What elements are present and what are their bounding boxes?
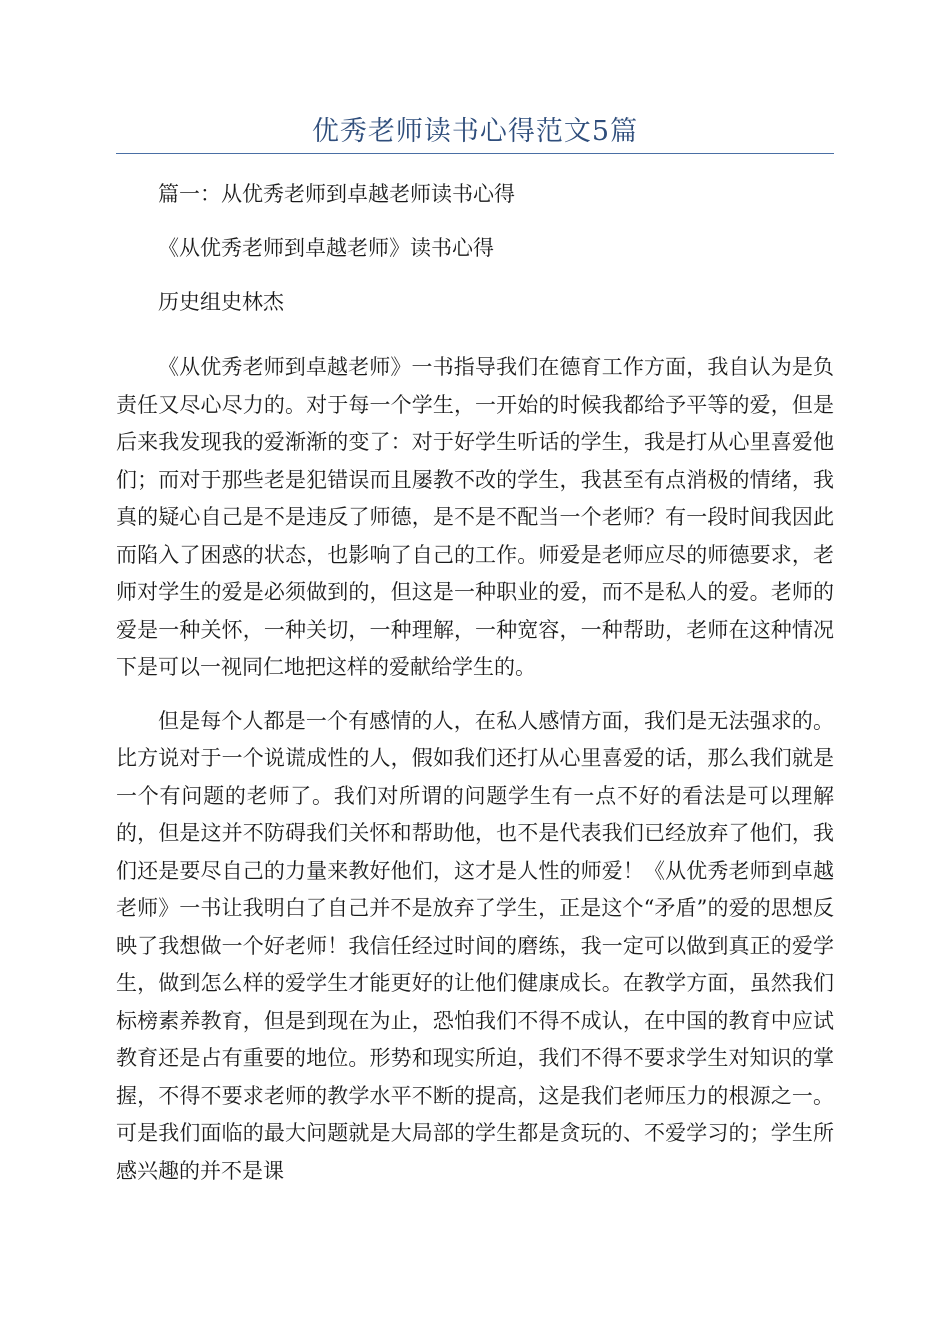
body-paragraph: 《从优秀老师到卓越老师》一书指导我们在德育工作方面，我自认为是负责任又尽心尽力的。对于每一个学生，一开始的时候我都给予平等的爱，但是后来我发现我的爱渐渐的变了：对于好学生听话的学生，我是打从心里喜爱他们；而对于那些老是犯错误而且屡教不改的学生，我甚至有点消极的情绪，我真的疑心自己是不是违反了师德，是不是不配当一个老师？有一段时间我因此而陷入了困惑的状态，也影响了自己的工作。师爱是老师应尽的师德要求，老师对学生的爱是必须做到的，但这是一种职业的爱，而不是私人的爱。老师的爱是一种关怀，一种关切，一种理解，一种宽容，一种帮助，老师在这种情况下是可以一视同仁地把这样的爱献给学生的。 <box>116 355 834 679</box>
body-paragraph: 但是每个人都是一个有感情的人，在私人感情方面，我们是无法强求的。比方说对于一个说谎成性的人，假如我们还打从心里喜爱的话，那么我们就是一个有问题的老师了。我们对所谓的问题学生有一点不好的看法是可以理解的，但是这并不防碍我们关怀和帮助他，也不是代表我们已经放弃了他们，我们还是要尽自己的力量来教好他们，这才是人性的师爱！《从优秀老师到卓越老师》一书让我明白了自己并不是放弃了学生，正是这个“矛盾”的爱的思想反映了我想做一个好老师！我信任经过时间的磨练，我一定可以做到真正的爱学生，做到怎么样的爱学生才能更好的让他们健康成长。在教学方面，虽然我们标榜素养教育，但是到现在为止，恐怕我们不得不成认，在中国的教育中应试教育还是占有重要的地位。形势和现实所迫，我们不得不要求学生对知识的掌握，不得不要求老师的教学水平不断的提高，这是我们老师压力的根源之一。可是我们面临的最大问题就是大局部的学生都是贪玩的、不爱学习的；学生所感兴趣的并不是课 <box>116 708 834 1183</box>
document-title: 优秀老师读书心得范文5篇 <box>311 116 639 147</box>
title-underline <box>116 153 834 154</box>
author-line: 历史组史林杰 <box>158 290 284 314</box>
section-heading: 篇一：从优秀老师到卓越老师读书心得 <box>158 182 515 206</box>
book-title-line: 《从优秀老师到卓越老师》读书心得 <box>158 236 494 260</box>
document-body <box>116 176 834 1206</box>
